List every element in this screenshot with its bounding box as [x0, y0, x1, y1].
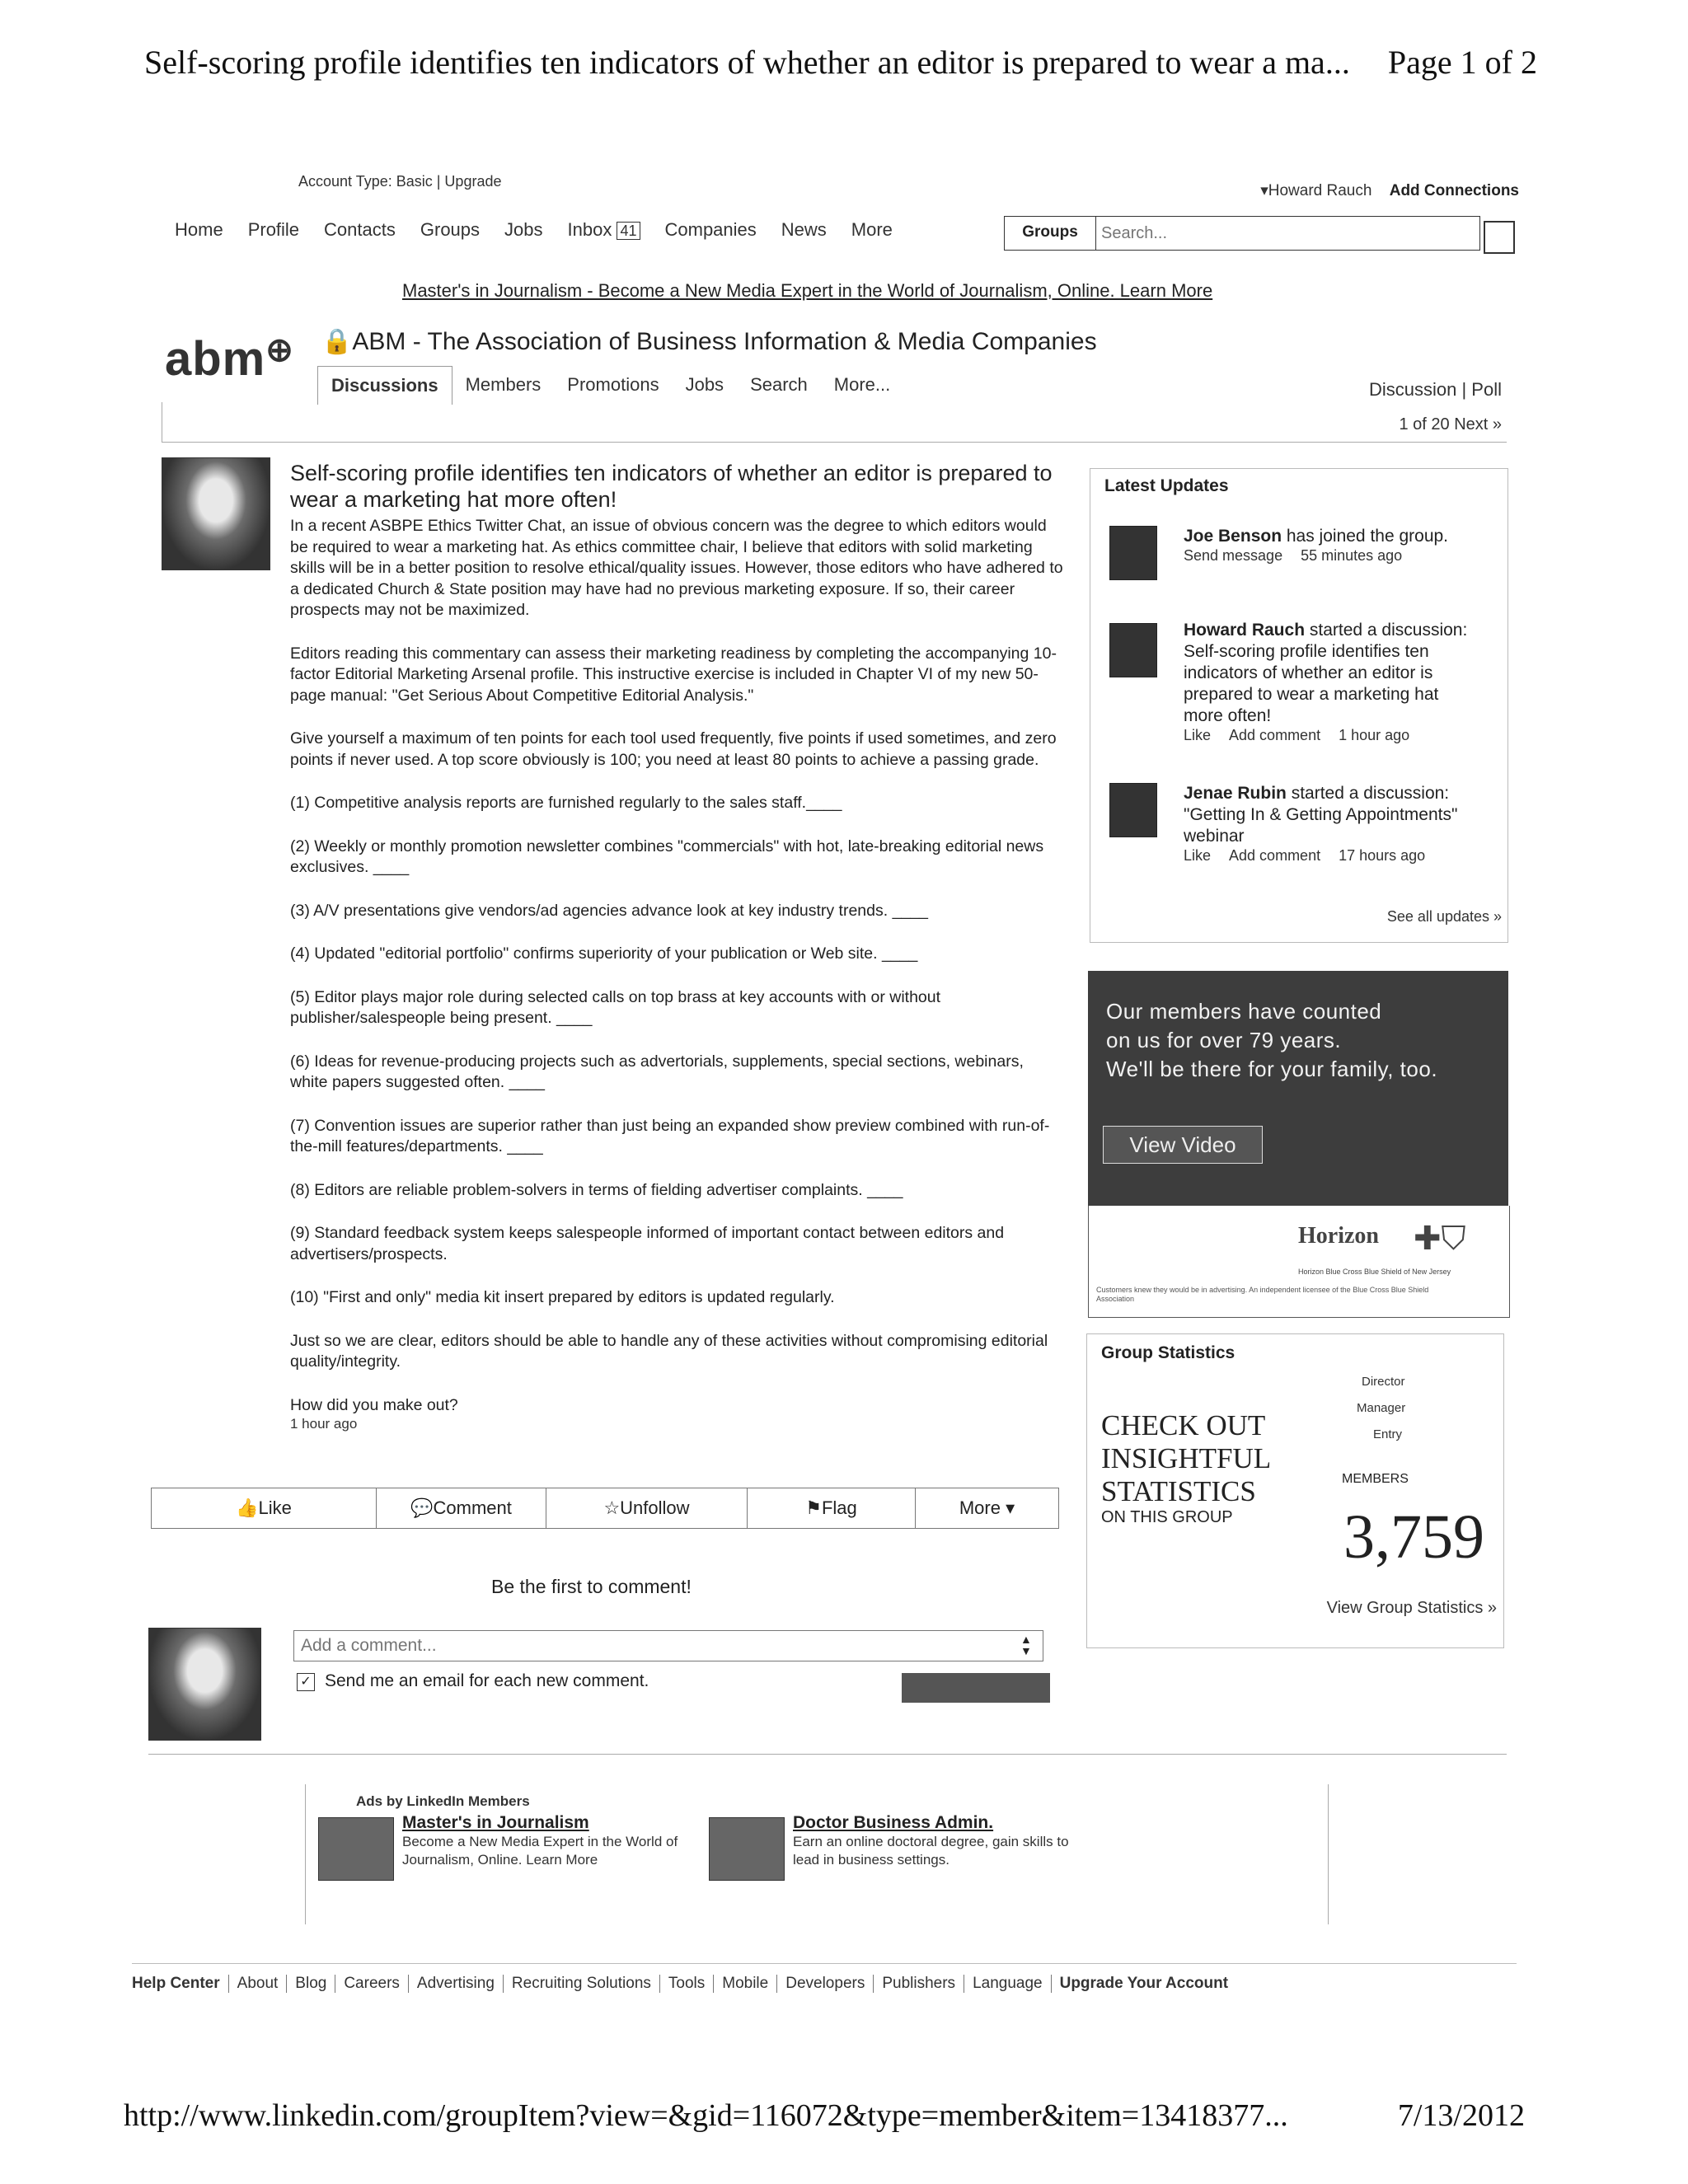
update-add-comment-link[interactable]: Add comment: [1229, 847, 1321, 864]
flag-button[interactable]: [748, 1488, 916, 1528]
print-page-number: Page 1 of 2: [1387, 44, 1537, 81]
group-logo: [165, 331, 294, 387]
footer-link[interactable]: Careers: [335, 1975, 409, 1993]
footer-link[interactable]: Language: [964, 1975, 1052, 1993]
footer-link[interactable]: About: [229, 1975, 288, 1993]
view-group-statistics-link[interactable]: View Group Statistics »: [1326, 1599, 1497, 1617]
post-paragraph: (4) Updated "editorial portfolio" confirms superiority of your publication or Web site. ____: [290, 944, 918, 963]
footer-link[interactable]: Mobile: [714, 1975, 777, 1993]
post-paragraph: (6) Ideas for revenue-producing projects such as advertorials, supplements, special sections, webinars, white papers suggested often. ____: [290, 1052, 1024, 1091]
post-title: Self-scoring profile identifies ten indicators of whether an editor is prepared to wear a marketing hat more often!: [290, 461, 1053, 512]
update-add-comment-link[interactable]: Add comment: [1229, 727, 1321, 743]
footer-nav: [132, 1975, 1236, 1993]
latest-updates-title: Latest Updates: [1104, 476, 1229, 495]
print-footer: [124, 2097, 1525, 2134]
update-meta: [1184, 847, 1476, 865]
group-tabs: [317, 366, 903, 405]
footer-link[interactable]: Advertising: [409, 1975, 504, 1993]
like-button[interactable]: [152, 1488, 377, 1528]
unfollow-button[interactable]: [546, 1488, 748, 1528]
footer-link[interactable]: Publishers: [874, 1975, 964, 1993]
footer-link[interactable]: Help Center: [132, 1975, 229, 1993]
print-date: 7/13/2012: [1397, 2098, 1525, 2133]
comment-resize-icon[interactable]: ▲ ▼: [1020, 1633, 1032, 1657]
print-header: [144, 43, 1537, 82]
ad-copy: [1106, 997, 1493, 1084]
stats-promo-line: INSIGHTFUL: [1101, 1442, 1272, 1474]
lock-icon: 🔒: [321, 328, 353, 355]
first-comment-prompt: Be the first to comment!: [491, 1576, 692, 1597]
post-paragraph: In a recent ASBPE Ethics Twitter Chat, an issue of obvious concern was the degree to which editors would be required to wear a marketing hat. As ethics committee chair, I believe that editors with solid marketing skills will be in a better position to resolve ethical/quality issues. However, those editors who have adhered to a dedicated Church & State position may have had no previous marketing exposure. If so, their career prospects may not be maximized.: [290, 517, 1063, 619]
tab-divider: [162, 442, 1507, 443]
tab-promotions[interactable]: Promotions: [567, 374, 659, 395]
post-paragraph: How did you make out?: [290, 1395, 458, 1414]
ad-brand: Horizon: [1298, 1223, 1379, 1249]
post-paragraph: (9) Standard feedback system keeps salespeople informed of important contact between editors and advertisers/prospects.: [290, 1224, 1005, 1263]
update-headline: [1184, 620, 1476, 727]
discussion-pager[interactable]: 1 of 20 Next »: [1399, 415, 1502, 434]
footer-link[interactable]: Developers: [777, 1975, 874, 1993]
update-headline: [1184, 783, 1476, 847]
update-avatar[interactable]: [1109, 526, 1157, 580]
update-text: started a discussion: Self-scoring profile identifies ten indicators of whether an editor is prepared to wear a marketing hat more often!: [1184, 621, 1468, 725]
flag-label: Flag: [821, 1497, 857, 1518]
update-text: started a discussion: "Getting In & Getting Appointments" webinar: [1184, 784, 1458, 846]
comment-button[interactable]: [377, 1488, 546, 1528]
stats-legend-item: Entry: [1373, 1427, 1403, 1441]
user-links: [1260, 181, 1519, 200]
nav-inbox-label: Inbox: [567, 219, 612, 240]
promo-link[interactable]: Master's in Journalism - Become a New Media Expert in the World of Journalism, Online. Learn More: [402, 280, 1213, 301]
nav-groups[interactable]: Groups: [420, 219, 481, 240]
update-avatar[interactable]: [1109, 623, 1157, 677]
post-paragraph: Editors reading this commentary can assess their marketing readiness by completing the accompanying 10-factor Editorial Marketing Arsenal profile. This instructive exercise is included in Chapter VI of my new 50-page manual: "Get Serious About Competitive Editorial Analysis.": [290, 644, 1057, 705]
ad-title[interactable]: Master's in Journalism: [402, 1813, 589, 1832]
post-paragraph: (1) Competitive analysis reports are furnished regularly to the sales staff.____: [290, 794, 842, 812]
ad-line: Our members have counted: [1106, 999, 1382, 1024]
post-paragraph: (8) Editors are reliable problem-solvers in terms of fielding advertiser complaints. ____: [290, 1180, 903, 1199]
view-video-button[interactable]: View Video: [1103, 1126, 1263, 1164]
update-meta: [1184, 547, 1476, 565]
ad-item[interactable]: [793, 1813, 1077, 1869]
inbox-count-badge: 41: [617, 222, 640, 240]
add-comment-button[interactable]: [902, 1673, 1050, 1703]
update-headline: [1184, 526, 1476, 547]
comment-input[interactable]: [293, 1630, 1043, 1661]
nav-companies[interactable]: Companies: [664, 219, 757, 240]
flag-icon: ⚑: [805, 1497, 822, 1518]
update-like-link[interactable]: Like: [1184, 847, 1212, 864]
like-label: Like: [258, 1497, 292, 1518]
members-label: MEMBERS: [1342, 1472, 1409, 1486]
tab-discussions[interactable]: Discussions: [317, 366, 452, 405]
post-timestamp: 1 hour ago: [290, 1416, 358, 1432]
thumbs-up-icon: 👍: [236, 1497, 259, 1518]
post-paragraph: (10) "First and only" media kit insert prepared by editors is updated regularly.: [290, 1288, 835, 1306]
stats-promo-text: [1101, 1409, 1271, 1508]
post-paragraph: (7) Convention issues are superior rather than just being an expanded show preview combined with run-of-the-mill features/departments. ____: [290, 1116, 1050, 1155]
tab-search[interactable]: Search: [750, 374, 808, 395]
nav-jobs[interactable]: Jobs: [504, 219, 543, 240]
print-title: Self-scoring profile identifies ten indicators of whether an editor is prepared to wear a ma...: [144, 44, 1350, 81]
ad-disclaimer: Customers knew they would be in advertising. An independent licensee of the Blue Cross Blue Shield Association: [1096, 1286, 1429, 1303]
stats-legend-item: Director: [1362, 1375, 1405, 1389]
discussion-poll-links[interactable]: Discussion | Poll: [1369, 379, 1502, 400]
commenter-avatar: [148, 1628, 261, 1741]
logo-globe-icon: ⊕: [265, 332, 294, 368]
members-count: 3,759: [1343, 1502, 1484, 1572]
footer-link[interactable]: Tools: [660, 1975, 714, 1993]
group-logo-text: abm: [165, 332, 266, 386]
stats-on-group: ON THIS GROUP: [1101, 1508, 1233, 1526]
stats-promo-line: CHECK OUT: [1101, 1409, 1266, 1441]
ads-title: Ads by LinkedIn Members: [356, 1793, 530, 1809]
post-paragraph: Give yourself a maximum of ten points for each tool used frequently, five points if used sometimes, and zero points if never used. A top score obviously is 100; you need at least 80 points to achieve a passing grade.: [290, 729, 1057, 769]
ad-item[interactable]: [402, 1813, 687, 1869]
see-all-updates-link[interactable]: See all updates »: [1386, 908, 1502, 925]
update-text: has joined the group.: [1282, 527, 1449, 546]
user-menu[interactable]: ▾Howard Rauch: [1260, 182, 1372, 199]
nav-more[interactable]: More: [851, 219, 893, 240]
ad-description: Earn an online doctoral degree, gain skills to lead in business settings.: [793, 1834, 1069, 1868]
update-member-link[interactable]: Howard Rauch: [1184, 621, 1306, 640]
post-paragraph: (5) Editor plays major role during selected calls on top brass at key accounts with or without publisher/salespeople being present. ____: [290, 987, 941, 1027]
more-actions-button[interactable]: More ▾: [959, 1497, 1015, 1518]
email-notify-checkbox[interactable]: ✓: [297, 1673, 315, 1691]
update-avatar[interactable]: [1109, 783, 1157, 837]
nav-news[interactable]: News: [781, 219, 827, 240]
search-button[interactable]: [1484, 221, 1515, 254]
update-member-link[interactable]: Jenae Rubin: [1184, 784, 1287, 803]
post-paragraph: Just so we are clear, editors should be able to handle any of these activities without compromising editorial quality/integrity.: [290, 1331, 1048, 1371]
update-like-link[interactable]: Like: [1184, 727, 1212, 743]
speech-bubble-icon: 💬: [410, 1497, 434, 1518]
ad-image[interactable]: [709, 1817, 785, 1881]
blue-cross-shield-icon: ✚⛉: [1414, 1221, 1466, 1257]
footer-link[interactable]: Upgrade Your Account: [1059, 1975, 1229, 1992]
nav-contacts[interactable]: Contacts: [324, 219, 396, 240]
nav-profile[interactable]: Profile: [247, 219, 300, 240]
group-statistics-title: Group Statistics: [1101, 1343, 1236, 1362]
post-body: [290, 516, 1065, 1416]
footer-link[interactable]: Blog: [287, 1975, 335, 1993]
author-avatar[interactable]: [162, 457, 270, 570]
update-time: 55 minutes ago: [1301, 547, 1403, 564]
tab-jobs[interactable]: Jobs: [685, 374, 724, 395]
footer-divider: [132, 1963, 1517, 1964]
update-time: 1 hour ago: [1339, 727, 1410, 743]
star-icon: ☆: [603, 1497, 621, 1518]
update-time: 17 hours ago: [1339, 847, 1426, 864]
ad-line: We'll be there for your family, too.: [1106, 1057, 1438, 1081]
tab-more[interactable]: More...: [833, 374, 891, 395]
search-scope-select[interactable]: Groups: [1005, 217, 1096, 250]
footer-link[interactable]: Recruiting Solutions: [504, 1975, 660, 1993]
group-title-text: ABM - The Association of Business Information & Media Companies: [352, 328, 1097, 355]
search-box: [1004, 216, 1480, 251]
send-message-link[interactable]: Send message: [1184, 547, 1283, 564]
comment-label: Comment: [433, 1497, 512, 1518]
print-url: http://www.linkedin.com/groupItem?view=&gid=116072&type=member&item=13418377...: [124, 2098, 1288, 2133]
tab-members[interactable]: Members: [465, 374, 542, 395]
ad-brand-sub: Horizon Blue Cross Blue Shield of New Jersey: [1298, 1268, 1451, 1276]
update-member-link[interactable]: Joe Benson: [1184, 527, 1282, 546]
add-connections-link[interactable]: Add Connections: [1389, 182, 1519, 199]
ad-image[interactable]: [318, 1817, 394, 1881]
ad-line: on us for over 79 years.: [1106, 1028, 1342, 1052]
post-paragraph: (3) A/V presentations give vendors/ad agencies advance look at key industry trends. ____: [290, 901, 928, 920]
stats-promo-line: STATISTICS: [1101, 1475, 1256, 1507]
discussion-post: [290, 460, 1065, 1432]
section-divider: [148, 1754, 1507, 1755]
unfollow-label: Unfollow: [620, 1497, 690, 1518]
nav-inbox[interactable]: [568, 219, 640, 241]
update-meta: [1184, 727, 1476, 744]
stats-legend-item: Manager: [1357, 1401, 1406, 1415]
update-item: [1184, 526, 1476, 565]
post-paragraph: (2) Weekly or monthly promotion newsletter combines "commercials" with hot, late-breaking editorial news exclusives. ____: [290, 837, 1044, 876]
update-item: [1184, 783, 1476, 865]
search-input[interactable]: [1096, 217, 1479, 250]
group-title[interactable]: [321, 327, 1097, 356]
update-item: [1184, 620, 1476, 744]
ad-description: Become a New Media Expert in the World of Journalism, Online. Learn More: [402, 1834, 678, 1868]
ad-title[interactable]: Doctor Business Admin.: [793, 1813, 994, 1832]
top-nav: [175, 219, 893, 241]
email-notify-label: Send me an email for each new comment.: [325, 1671, 649, 1690]
post-action-bar: [151, 1488, 1059, 1529]
nav-home[interactable]: Home: [175, 219, 223, 240]
account-type[interactable]: Account Type: Basic | Upgrade: [298, 173, 502, 190]
